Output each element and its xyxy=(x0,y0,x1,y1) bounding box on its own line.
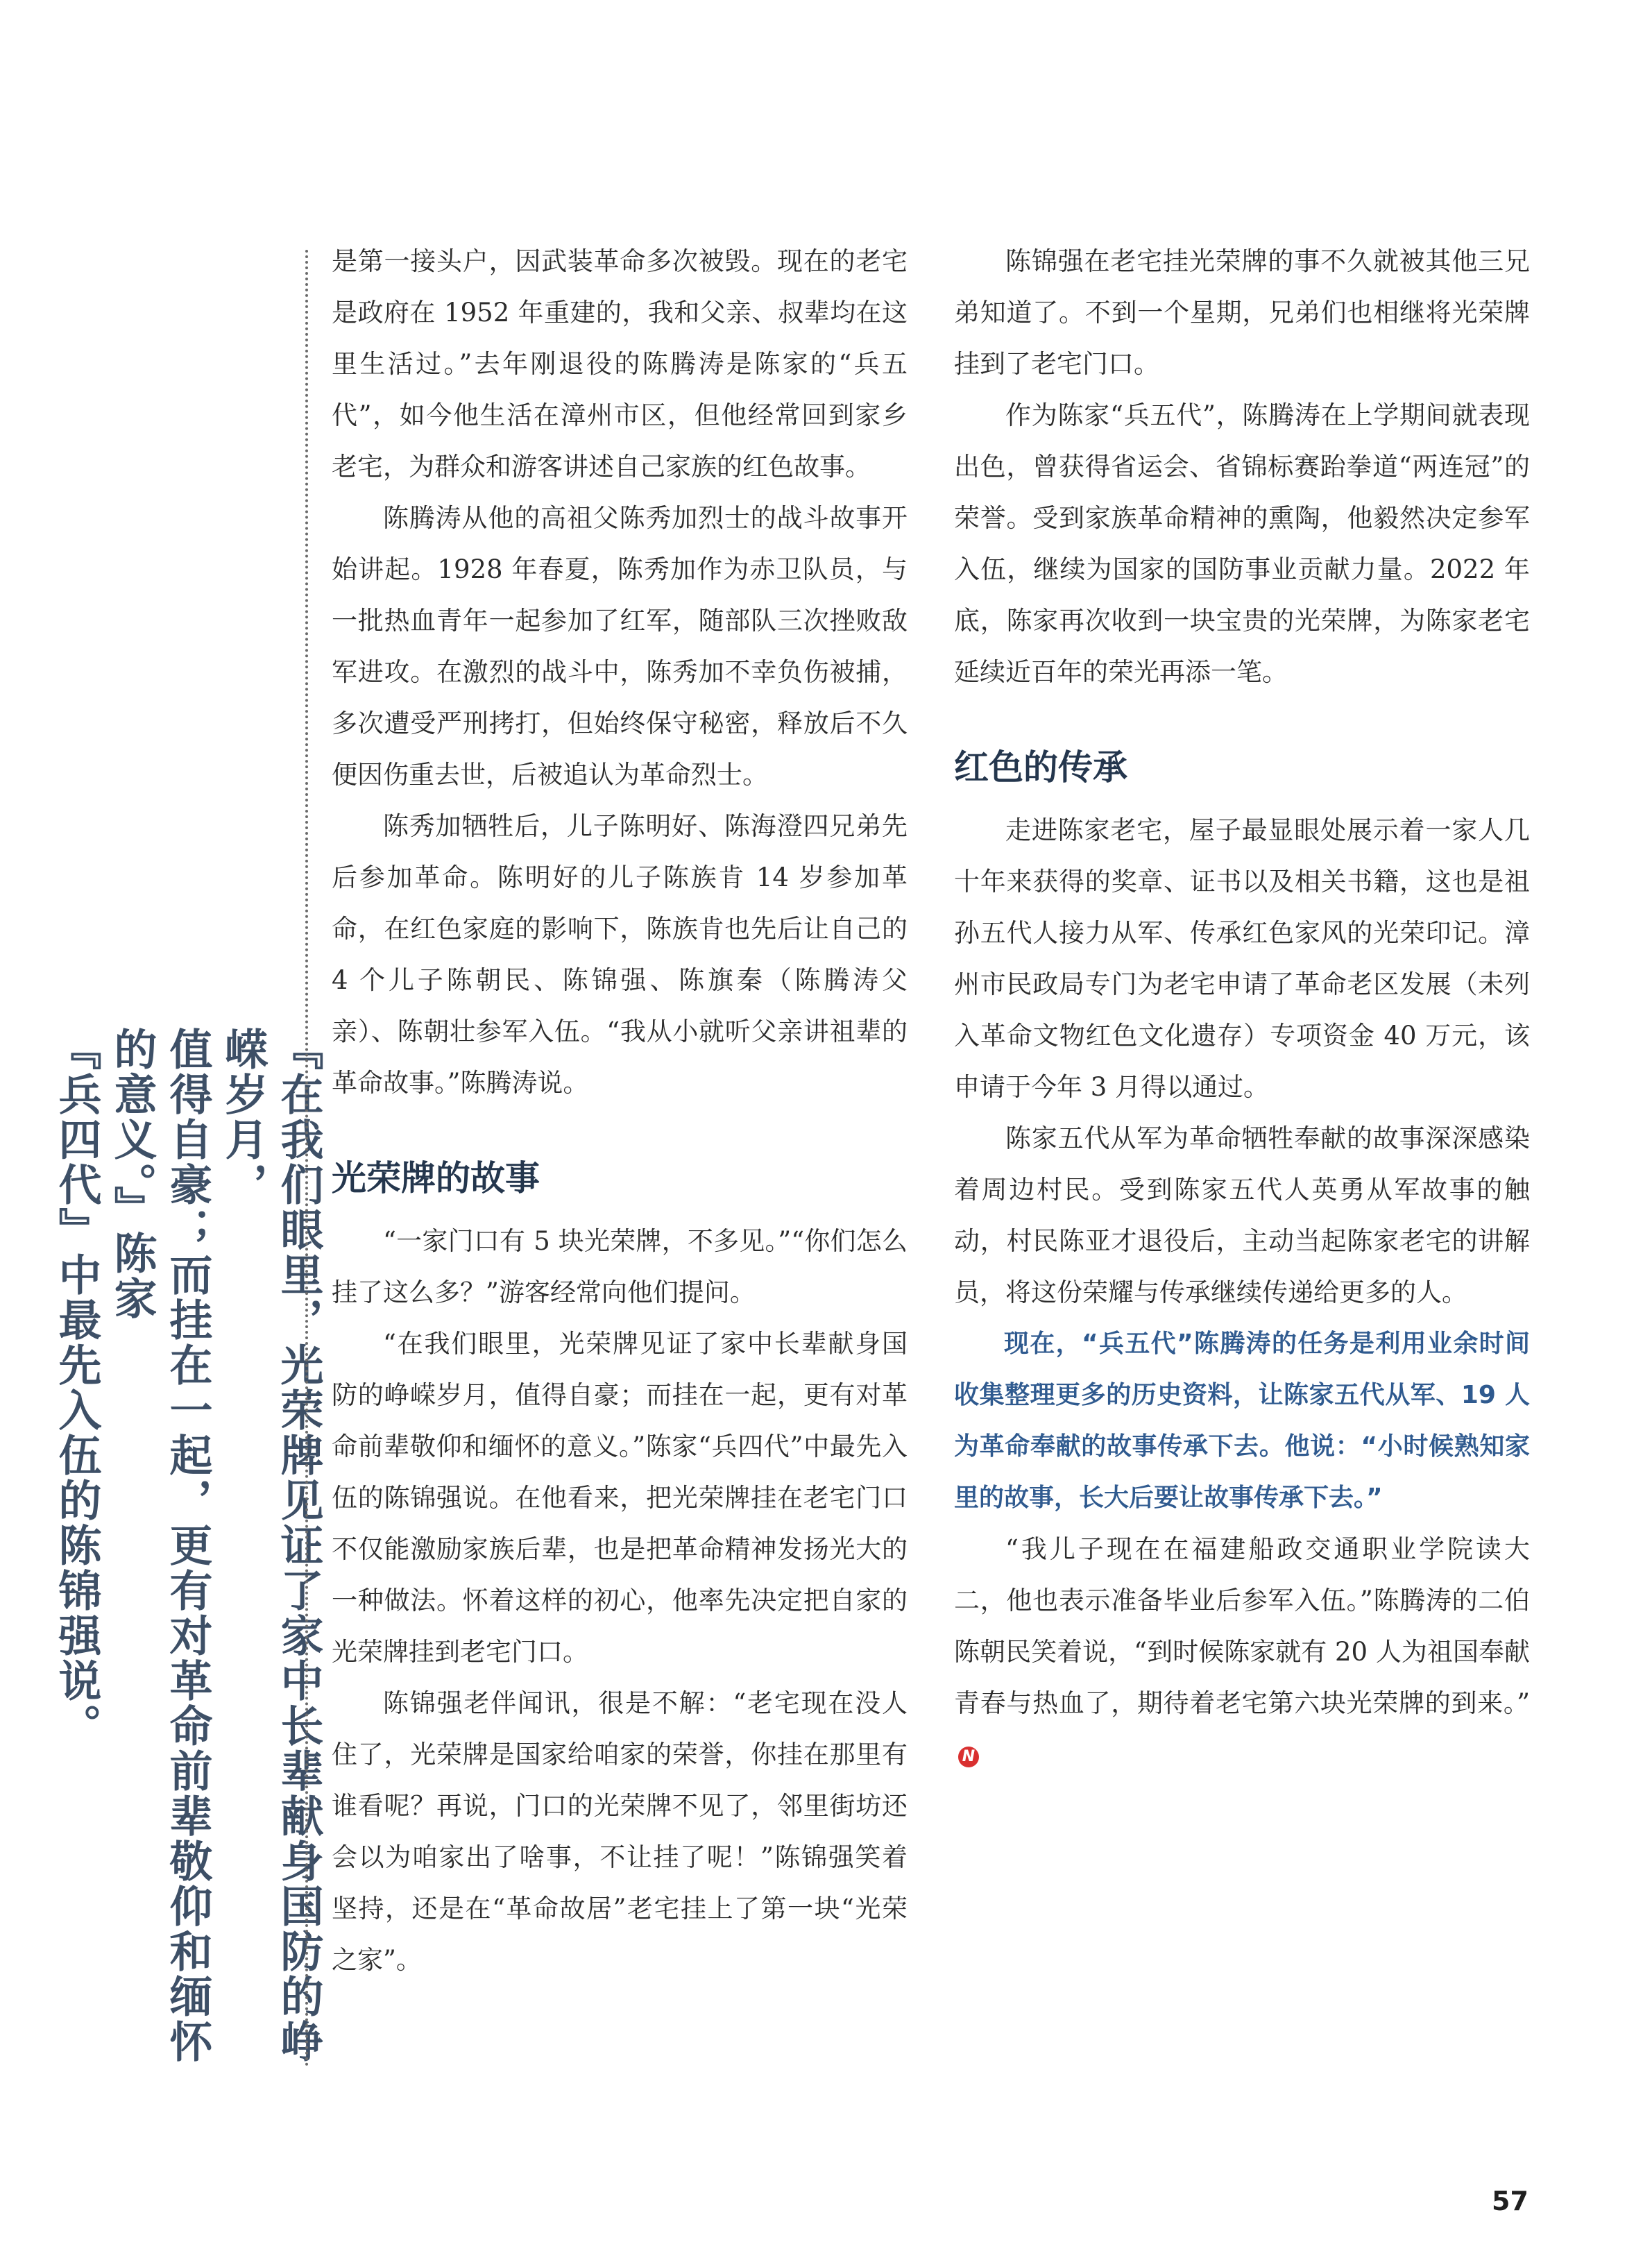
article-column-right xyxy=(954,236,1530,1781)
article-column-middle xyxy=(332,236,908,1986)
paragraph: 陈锦强老伴闻讯，很是不解：“老宅现在没人住了，光荣牌是国家给咱家的荣誉，你挂在那里有谁看呢？再说，门口的光荣牌不见了，邻里街坊还会以为咱家出了啥事，不让挂了呢！”陈锦强笑着坚持，还是在“革命故居”老宅挂上了第一块“光荣之家”。 xyxy=(332,1688,908,1975)
paragraph: 走进陈家老宅，屋子最显眼处展示着一家人几十年来获得的奖章、证书以及相关书籍，这也是祖孙五代人接力从军、传承红色家风的光荣印记。漳州市民政局专门为老宅申请了革命老区发展（未列入革命文物红色文化遗存）专项资金 40 万元，该申请于今年 3 月得以通过。 xyxy=(954,815,1530,1102)
paragraph: 陈秀加牺牲后，儿子陈明好、陈海澄四兄弟先后参加革命。陈明好的儿子陈族肯 14 岁参加革命，在红色家庭的影响下，陈族肯也先后让自己的 4 个儿子陈朝民、陈锦强、陈旗秦（陈腾涛父亲）、陈朝壮参军入伍。“我从小就听父亲讲祖辈的革命故事。”陈腾涛说。 xyxy=(332,811,908,1098)
dotted-divider xyxy=(305,250,308,2068)
paragraph: 陈锦强在老宅挂光荣牌的事不久就被其他三兄弟知道了。不到一个星期，兄弟们也相继将光荣牌挂到了老宅门口。 xyxy=(954,246,1530,379)
paragraph: “在我们眼里，光荣牌见证了家中长辈献身国防的峥嵘岁月，值得自豪；而挂在一起，更有对革命前辈敬仰和缅怀的意义。”陈家“兵四代”中最先入伍的陈锦强说。在他看来，把光荣牌挂在老宅门口不仅能激励家族后辈，也是把革命精神发扬光大的一种做法。怀着这样的初心，他率先决定把自家的光荣牌挂到老宅门口。 xyxy=(332,1329,908,1667)
section-heading: 光荣牌的故事 xyxy=(332,1158,540,1198)
paragraph: 陈腾涛从他的高祖父陈秀加烈士的战斗故事开始讲起。1928 年春夏，陈秀加作为赤卫队员，与一批热血青年一起参加了红军，随部队三次挫败敌军进攻。在激烈的战斗中，陈秀加不幸负伤被捕，多次遭受严刑拷打，但始终保守秘密，释放后不久便因伤重去世，后被追认为革命烈士。 xyxy=(332,503,908,790)
pull-quote-line: 『兵四代』中最先入伍的陈锦强说。 xyxy=(51,1027,102,1749)
section-heading: 红色的传承 xyxy=(954,747,1127,788)
paragraph: “一家门口有 5 块光荣牌，不多见。”“你们怎么挂了这么多？”游客经常向他们提问。 xyxy=(332,1226,908,1307)
pull-quote-line: 值得自豪；而挂在一起，更有对革命前辈敬仰和缅怀的意义。』陈家 xyxy=(107,1027,213,2064)
pull-quote xyxy=(51,1027,326,2082)
paragraph: 作为陈家“兵五代”，陈腾涛在上学期间就表现出色，曾获得省运会、省锦标赛跆拳道“两连冠”的荣誉。受到家族革命精神的熏陶，他毅然决定参军入伍，继续为国家的国防事业贡献力量。2022 年底，陈家再次收到一块宝贵的光荣牌，为陈家老宅延续近百年的荣光再添一笔。 xyxy=(954,400,1530,687)
paragraph xyxy=(954,1524,1530,1781)
paragraph-text: “我儿子现在在福建船政交通职业学院读大二，他也表示准备毕业后参军入伍。”陈腾涛的二伯陈朝民笑着说，“到时候陈家就有 20 人为祖国奉献青春与热血了，期待着老宅第六块光荣牌的到来。” xyxy=(954,1534,1530,1718)
pull-quote-line: 『在我们眼里，光荣牌见证了家中长辈献身国防的峥嵘岁月， xyxy=(218,1027,324,2064)
highlighted-paragraph: 现在，“兵五代”陈腾涛的任务是利用业余时间收集整理更多的历史资料，让陈家五代从军、19 人为革命奉献的故事传承下去。他说：“小时候熟知家里的故事，长大后要让故事传承下去。” xyxy=(954,1330,1530,1512)
paragraph: 是第一接头户，因武装革命多次被毁。现在的老宅是政府在 1952 年重建的，我和父亲、叔辈均在这里生活过。”去年刚退役的陈腾涛是陈家的“兵五代”，如今他生活在漳州市区，但他经常回到家乡老宅，为群众和游客讲述自己家族的红色故事。 xyxy=(332,246,908,482)
page-number: 57 xyxy=(1492,2186,1528,2216)
paragraph: 陈家五代从军为革命牺牲奉献的故事深深感染着周边村民。受到陈家五代人英勇从军故事的触动，村民陈亚才退役后，主动当起陈家老宅的讲解员，将这份荣耀与传承继续传递给更多的人。 xyxy=(954,1123,1530,1307)
end-mark-icon: N xyxy=(958,1747,979,1767)
